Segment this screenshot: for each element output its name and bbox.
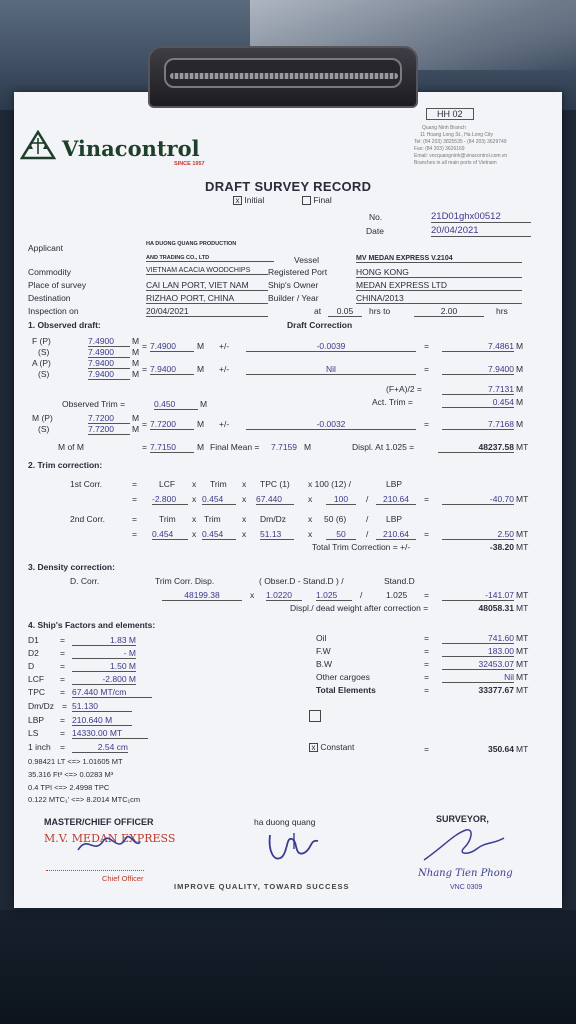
ls-label: LS bbox=[28, 728, 39, 738]
c2-trimb-value: 0.454 bbox=[202, 529, 236, 540]
lcf-value: -2.800 M bbox=[72, 674, 136, 685]
branch-note: Branches in all main ports of Vietnam bbox=[414, 160, 497, 166]
inspection-label: Inspection on bbox=[28, 306, 79, 316]
c1-100-value: 100 bbox=[326, 494, 356, 505]
to-value: 2.00 bbox=[414, 306, 484, 317]
c2-h-x3: x bbox=[308, 514, 313, 524]
branch-tel: Tel: (84 203) 3825535 - (84 203) 3629749 bbox=[414, 139, 507, 145]
dmdz-value: 51.130 bbox=[72, 701, 132, 712]
master-signature bbox=[74, 830, 144, 863]
displ-label: Displ. At 1.025 = bbox=[352, 442, 415, 452]
total-trim-value: -38.20 bbox=[489, 542, 514, 552]
bw-value: 32453.07 bbox=[442, 659, 514, 670]
mofm-label: M of M bbox=[58, 442, 84, 452]
fa2-label: (F+A)/2 = bbox=[386, 384, 422, 394]
other-value: Nil bbox=[442, 672, 514, 683]
second-corr-label: 2nd Corr. bbox=[70, 514, 105, 524]
c1-h-x2: x bbox=[242, 479, 247, 489]
ship-owner-label: Ship's Owner bbox=[268, 280, 319, 290]
dmdz-eq: = bbox=[62, 701, 67, 711]
d-eq: = bbox=[60, 661, 65, 671]
section4-title: 4. Ship's Factors and elements: bbox=[28, 620, 156, 630]
branch-address: 11 Hoang Long St., Ha Long City bbox=[420, 132, 494, 138]
vessel-value: MV MEDAN EXPRESS V.2104 bbox=[356, 255, 522, 263]
d2-label: D2 bbox=[28, 648, 39, 658]
trim-corr-disp-value: 48199.38 bbox=[162, 590, 242, 601]
c2-res-eq: = bbox=[424, 529, 429, 539]
c1-trim-value: 0.454 bbox=[202, 494, 236, 505]
oil-label: Oil bbox=[316, 633, 327, 643]
fs-value: 7.4900 bbox=[88, 347, 130, 358]
at-value: 0.05 bbox=[328, 306, 362, 317]
act-trim-value: 0.454 bbox=[442, 397, 514, 408]
applicant-signer: ha duong quang bbox=[254, 817, 316, 827]
trim-corr-disp-label: Trim Corr. Disp. bbox=[155, 576, 215, 586]
lbp-eq: = bbox=[60, 715, 65, 725]
vinacontrol-logo-icon bbox=[20, 130, 56, 165]
initial-checkbox[interactable]: x bbox=[233, 196, 242, 205]
no-value: 21D01ghx00512 bbox=[431, 211, 531, 223]
hrs-to-label: hrs to bbox=[369, 306, 391, 316]
builder-value: CHINA/2013 bbox=[356, 293, 522, 304]
m-mean: 7.7200 bbox=[150, 419, 194, 430]
total-elements-unit: MT bbox=[516, 685, 529, 695]
a-result: 7.9400 bbox=[442, 364, 514, 375]
hrs-label: hrs bbox=[496, 306, 508, 316]
tpc-eq: = bbox=[60, 687, 65, 697]
c2-eq-a: = bbox=[132, 514, 137, 524]
c1-result: -40.70 bbox=[442, 494, 514, 505]
logo-name: Vinacontrol bbox=[62, 136, 200, 161]
m-eq: = bbox=[142, 419, 147, 429]
inch-eq: = bbox=[60, 742, 65, 752]
obser-d-value: 1.0220 bbox=[266, 590, 302, 601]
density-result-unit: MT bbox=[516, 590, 529, 600]
survey-document bbox=[14, 92, 562, 908]
other-unit: MT bbox=[516, 672, 529, 682]
lbp-label: LBP bbox=[28, 715, 45, 725]
fw-value: 183.00 bbox=[442, 646, 514, 657]
at-label: at bbox=[314, 306, 322, 316]
clip-spring bbox=[170, 73, 398, 79]
registered-port-value: HONG KONG bbox=[356, 267, 522, 278]
d1-eq: = bbox=[60, 635, 65, 645]
c2-h-x2: x bbox=[242, 514, 247, 524]
applicant-label: Applicant bbox=[28, 243, 63, 253]
branch-name: Quang Ninh Branch bbox=[422, 125, 466, 131]
form-code: HH 02 bbox=[426, 108, 474, 120]
c1-lbp-value: 210.64 bbox=[376, 494, 416, 505]
final-mean-label: Final Mean = bbox=[210, 442, 260, 452]
inspection-value: 20/04/2021 bbox=[146, 306, 268, 317]
surveyor-label: SURVEYOR, bbox=[436, 814, 489, 824]
date-label: Date bbox=[366, 226, 384, 236]
lbp-value: 210.640 M bbox=[72, 715, 132, 726]
mofm-unit: M bbox=[197, 442, 205, 452]
a-result-unit: M bbox=[516, 364, 524, 374]
total-trim-label: Total Trim Correction = +/- bbox=[312, 542, 411, 552]
total-elements-value: 33377.67 bbox=[478, 685, 514, 695]
desk-background-bottom bbox=[0, 910, 576, 1024]
as-value: 7.9400 bbox=[88, 369, 130, 380]
d-label: D bbox=[28, 661, 35, 671]
f-result: 7.4861 bbox=[442, 341, 514, 352]
dmdz-label: Dm/Dz bbox=[28, 701, 54, 711]
c2-slash: / bbox=[366, 529, 369, 539]
fs-unit: M bbox=[132, 347, 140, 357]
applicant-line2: AND TRADING CO., LTD bbox=[146, 255, 274, 262]
total-eq: = bbox=[424, 685, 429, 695]
total-trim-unit: MT bbox=[516, 542, 529, 552]
bw-unit: MT bbox=[516, 659, 529, 669]
c1-eq-a: = bbox=[132, 479, 137, 489]
blank-checkbox[interactable] bbox=[309, 710, 321, 722]
conversion-3: 0.4 TPI <=> 2.4998 TPC bbox=[28, 783, 110, 792]
chief-officer-label: Chief Officer bbox=[102, 874, 144, 883]
constant-value: 350.64 bbox=[488, 744, 514, 754]
other-eq: = bbox=[424, 672, 429, 682]
c2-h-lbp: LBP bbox=[386, 514, 403, 524]
surveyor-signature bbox=[414, 826, 514, 871]
conversion-1: 0.98421 LT <=> 1.01605 MT bbox=[28, 757, 123, 766]
applicant-signature bbox=[264, 827, 324, 872]
section3-title: 3. Density correction: bbox=[28, 562, 115, 572]
c2-h-dmdz: Dm/Dz bbox=[260, 514, 286, 524]
clipboard-clip bbox=[148, 46, 418, 108]
c1-h-tpc: TPC (1) bbox=[260, 479, 290, 489]
density-slash: / bbox=[360, 590, 363, 600]
first-corr-label: 1st Corr. bbox=[70, 479, 103, 489]
bw-eq: = bbox=[424, 659, 429, 669]
c1-h-x100: x 100 (12) / bbox=[308, 479, 351, 489]
ap-value: 7.9400 bbox=[88, 358, 130, 369]
commodity-value: VIETNAM ACACIA WOODCHIPS bbox=[146, 267, 268, 275]
m-mean-unit: M bbox=[197, 419, 205, 429]
ms-unit: M bbox=[132, 424, 140, 434]
mp-value: 7.7200 bbox=[88, 413, 130, 424]
fa2-value: 7.7131 bbox=[442, 384, 514, 395]
c2-lbp-value: 210.64 bbox=[376, 529, 416, 540]
mp-unit: M bbox=[132, 413, 140, 423]
oil-eq: = bbox=[424, 633, 429, 643]
f-mean: 7.4900 bbox=[150, 341, 194, 352]
c1-slash: / bbox=[366, 494, 369, 504]
m-pm: +/- bbox=[219, 419, 230, 429]
mp-label: M (P) bbox=[32, 413, 53, 423]
act-trim-label: Act. Trim = bbox=[372, 397, 413, 407]
lcf-eq: = bbox=[60, 674, 65, 684]
constant-eq: = bbox=[424, 744, 429, 754]
f-pm: +/- bbox=[219, 341, 230, 351]
applicant-line1: HA DUONG QUANG PRODUCTION bbox=[146, 241, 237, 247]
displ-value: 48237.58 bbox=[438, 442, 514, 453]
a-eq: = bbox=[142, 364, 147, 374]
a-mean: 7.9400 bbox=[150, 364, 194, 375]
fw-eq: = bbox=[424, 646, 429, 656]
constant-unit: MT bbox=[516, 744, 529, 754]
c1-lcf-value: -2.800 bbox=[152, 494, 188, 505]
ap-label: A (P) bbox=[32, 358, 51, 368]
d-value: 1.50 M bbox=[72, 661, 136, 672]
as-unit: M bbox=[132, 369, 140, 379]
mofm-eq: = bbox=[142, 442, 147, 452]
mofm-value: 7.7150 bbox=[150, 442, 194, 453]
ship-owner-value: MEDAN EXPRESS LTD bbox=[356, 280, 522, 291]
destination-value: RIZHAO PORT, CHINA bbox=[146, 293, 268, 304]
f-res-eq: = bbox=[424, 341, 429, 351]
c2-x2: x bbox=[242, 529, 247, 539]
commodity-label: Commodity bbox=[28, 267, 71, 277]
place-label: Place of survey bbox=[28, 280, 87, 290]
act-trim-unit: M bbox=[516, 397, 524, 407]
m-result-unit: M bbox=[516, 419, 524, 429]
ship-stamp: M.V. MEDAN EXPRESS bbox=[44, 832, 176, 845]
a-pm: +/- bbox=[219, 364, 230, 374]
d2-value: - M bbox=[72, 648, 136, 659]
builder-label: Builder / Year bbox=[268, 293, 319, 303]
surveyor-id: VNC 0309 bbox=[450, 884, 483, 891]
density-x: x bbox=[250, 590, 255, 600]
fp-value: 7.4900 bbox=[88, 336, 130, 347]
c2-eq-b: = bbox=[132, 529, 137, 539]
fp-unit: M bbox=[132, 336, 140, 346]
c2-h-slash: / bbox=[366, 514, 369, 524]
c1-x2: x bbox=[242, 494, 247, 504]
observed-trim-label: Observed Trim = bbox=[62, 399, 126, 409]
c1-tpc-value: 67.440 bbox=[256, 494, 294, 505]
observed-trim-value: 0.450 bbox=[154, 399, 198, 410]
other-cargoes-label: Other cargoes bbox=[316, 672, 370, 682]
c2-x3: x bbox=[308, 529, 313, 539]
m-correction: -0.0032 bbox=[246, 419, 416, 430]
logo-since: SINCE 1957 bbox=[174, 161, 205, 167]
oil-unit: MT bbox=[516, 633, 529, 643]
c1-x3: x bbox=[308, 494, 313, 504]
observed-trim-unit: M bbox=[200, 399, 208, 409]
vessel-label: Vessel bbox=[294, 255, 320, 265]
draft-correction-title: Draft Correction bbox=[287, 320, 353, 330]
density-corr-label: D. Corr. bbox=[70, 576, 100, 586]
inch-label: 1 inch bbox=[28, 742, 51, 752]
clip-frame bbox=[164, 58, 402, 88]
final-checkbox[interactable] bbox=[302, 196, 311, 205]
master-chief-label: MASTER/CHIEF OFFICER bbox=[44, 817, 154, 827]
density-formula-label: ( Obser.D - Stand.D ) / bbox=[259, 576, 344, 586]
f-correction: -0.0039 bbox=[246, 341, 416, 352]
section2-title: 2. Trim correction: bbox=[28, 460, 103, 470]
c2-x1: x bbox=[192, 529, 197, 539]
fw-unit: MT bbox=[516, 646, 529, 656]
place-value: CAI LAN PORT, VIET NAM bbox=[146, 280, 268, 291]
fp-label: F (P) bbox=[32, 336, 51, 346]
chief-sign-line bbox=[46, 870, 144, 871]
section1-title: 1. Observed draft: bbox=[28, 320, 101, 330]
total-elements-label: Total Elements bbox=[316, 685, 376, 695]
company-motto: IMPROVE QUALITY, TOWARD SUCCESS bbox=[174, 882, 350, 891]
ls-eq: = bbox=[60, 728, 65, 738]
d2-eq: = bbox=[60, 648, 65, 658]
branch-fax: Fax: (84 203) 3626169 bbox=[414, 146, 465, 152]
a-res-eq: = bbox=[424, 364, 429, 374]
after-correction-unit: MT bbox=[516, 603, 529, 613]
stand-d-label: Stand.D bbox=[384, 576, 415, 586]
conversion-2: 35.316 Ft³ <=> 0.0283 M³ bbox=[28, 770, 114, 779]
c1-h-trim: Trim bbox=[210, 479, 227, 489]
tpc-label: TPC bbox=[28, 687, 45, 697]
ap-unit: M bbox=[132, 358, 140, 368]
density-result: -141.07 bbox=[442, 590, 514, 601]
no-label: No. bbox=[369, 212, 383, 222]
density-res-eq: = bbox=[424, 590, 429, 600]
f-mean-unit: M bbox=[197, 341, 205, 351]
c2-h-50: 50 (6) bbox=[324, 514, 347, 524]
document-title: DRAFT SURVEY RECORD bbox=[205, 179, 372, 194]
conversion-4: 0.122 MTC₁' <=> 8.2014 MTC₁cm bbox=[28, 795, 141, 804]
c2-h-trim: Trim bbox=[159, 514, 176, 524]
m-result: 7.7168 bbox=[442, 419, 514, 430]
c2-h-trimx: Trim bbox=[204, 514, 221, 524]
constant-option: x Constant bbox=[309, 742, 354, 752]
f-result-unit: M bbox=[516, 341, 524, 351]
c1-h-lcf: LCF bbox=[159, 479, 176, 489]
surveyor-name: Nhang Tien Phong bbox=[418, 868, 513, 879]
c1-res-eq: = bbox=[424, 494, 429, 504]
fw-label: F.W bbox=[316, 646, 331, 656]
c1-eq-b: = bbox=[132, 494, 137, 504]
c1-h-x1: x bbox=[192, 479, 197, 489]
fa2-unit: M bbox=[516, 384, 524, 394]
ls-value: 14330.00 MT bbox=[72, 728, 148, 739]
initial-option: x Initial bbox=[233, 195, 264, 205]
displ-unit: MT bbox=[516, 442, 529, 452]
final-mean-unit: M bbox=[304, 442, 312, 452]
oil-value: 741.60 bbox=[442, 633, 514, 644]
f-eq: = bbox=[142, 341, 147, 351]
destination-label: Destination bbox=[28, 293, 71, 303]
c1-result-unit: MT bbox=[516, 494, 529, 504]
branch-email: Email: vncquangninh@vinacontrol.com.vn bbox=[414, 153, 508, 159]
d1-label: D1 bbox=[28, 635, 39, 645]
c2-dmdz-value: 51.13 bbox=[260, 529, 294, 540]
lcf-label: LCF bbox=[28, 674, 45, 684]
ms-value: 7.7200 bbox=[88, 424, 130, 435]
c1-h-lbp: LBP bbox=[386, 479, 403, 489]
final-option: Final bbox=[302, 195, 332, 205]
a-correction: Nil bbox=[246, 364, 416, 375]
registered-port-label: Registered Port bbox=[268, 267, 328, 277]
constant-checkbox[interactable]: x bbox=[309, 743, 318, 752]
date-value: 20/04/2021 bbox=[431, 225, 531, 237]
c1-x1: x bbox=[192, 494, 197, 504]
after-correction-value: 48058.31 bbox=[478, 603, 514, 613]
stand-d-value: 1.025 bbox=[316, 590, 352, 601]
tpc-value: 67.440 MT/cm bbox=[72, 687, 152, 698]
c2-h-x1: x bbox=[192, 514, 197, 524]
inch-value: 2.54 cm bbox=[72, 742, 128, 753]
c2-trim-value: 0.454 bbox=[152, 529, 188, 540]
ms-label: (S) bbox=[38, 424, 50, 434]
stand-d-divisor: 1.025 bbox=[386, 590, 408, 600]
a-mean-unit: M bbox=[197, 364, 205, 374]
c2-result-unit: MT bbox=[516, 529, 529, 539]
after-correction-label: Displ./ dead weight after correction = bbox=[290, 603, 429, 613]
as-label: (S) bbox=[38, 369, 50, 379]
c2-result: 2.50 bbox=[442, 529, 514, 540]
final-mean-value: 7.7159 bbox=[271, 442, 297, 452]
bw-label: B.W bbox=[316, 659, 333, 669]
c2-50-value: 50 bbox=[326, 529, 356, 540]
fs-label: (S) bbox=[38, 347, 50, 357]
d1-value: 1.83 M bbox=[72, 635, 136, 646]
m-res-eq: = bbox=[424, 419, 429, 429]
